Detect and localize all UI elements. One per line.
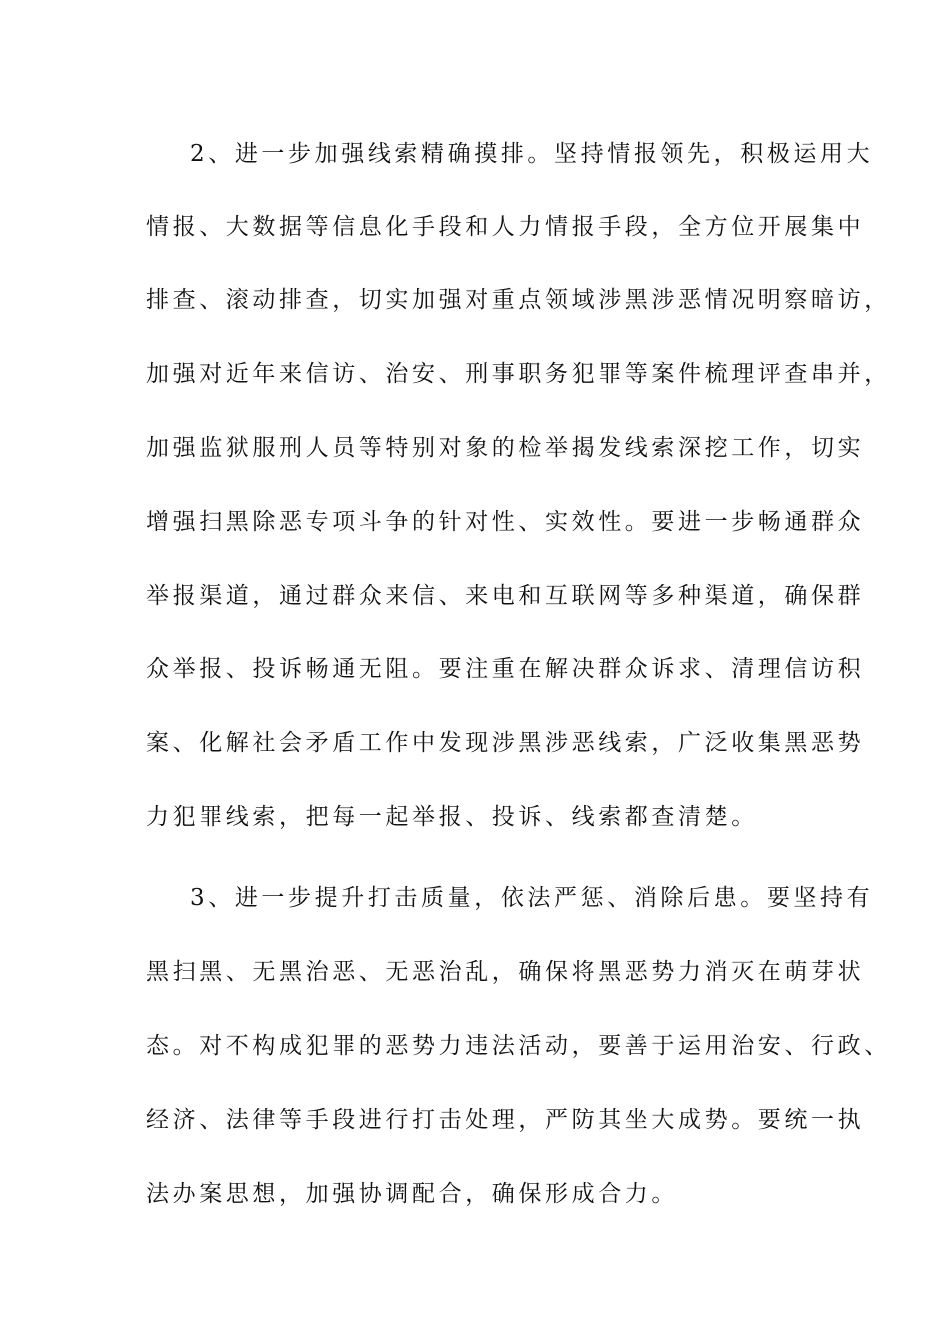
paragraph-line: 加强对近年来信访、治安、刑事职务犯罪等案件梳理评查串并， [146,361,891,387]
paragraph-line: 黑扫黑、无黑治恶、无恶治乱，确保将黑恶势力消灭在萌芽状 [146,959,865,985]
paragraph-line: 众举报、投诉畅通无阻。要注重在解决群众诉求、清理信访积 [146,656,865,682]
paragraph-line: 排查、滚动排查，切实加强对重点领域涉黑涉恶情况明察暗访， [146,287,891,313]
paragraph-line: 案、化解社会矛盾工作中发现涉黑涉恶线索，广泛收集黑恶势 [146,730,865,756]
paragraph-line: 经济、法律等手段进行打击处理，严防其坐大成势。要统一执 [146,1107,865,1133]
paragraph-line: 情报、大数据等信息化手段和人力情报手段，全方位开展集中 [146,214,865,240]
paragraph-line: 加强监狱服刑人员等特别对象的检举揭发线索深挖工作，切实 [146,435,865,461]
paragraph-line: 增强扫黑除恶专项斗争的针对性、实效性。要进一步畅通群众 [146,509,865,535]
paragraph-line: 举报渠道，通过群众来信、来电和互联网等多种渠道，确保群 [146,583,865,609]
paragraph-line: 3、进一步提升打击质量，依法严惩、消除后患。要坚持有 [190,885,874,911]
paragraph-line: 力犯罪线索，把每一起举报、投诉、线索都查清楚。 [146,804,758,830]
paragraph-line: 法办案思想，加强协调配合，确保形成合力。 [146,1181,678,1207]
paragraph-line: 态。对不构成犯罪的恶势力违法活动，要善于运用治安、行政、 [146,1033,891,1059]
paragraph-line: 2、进一步加强线索精确摸排。坚持情报领先，积极运用大 [190,141,874,167]
